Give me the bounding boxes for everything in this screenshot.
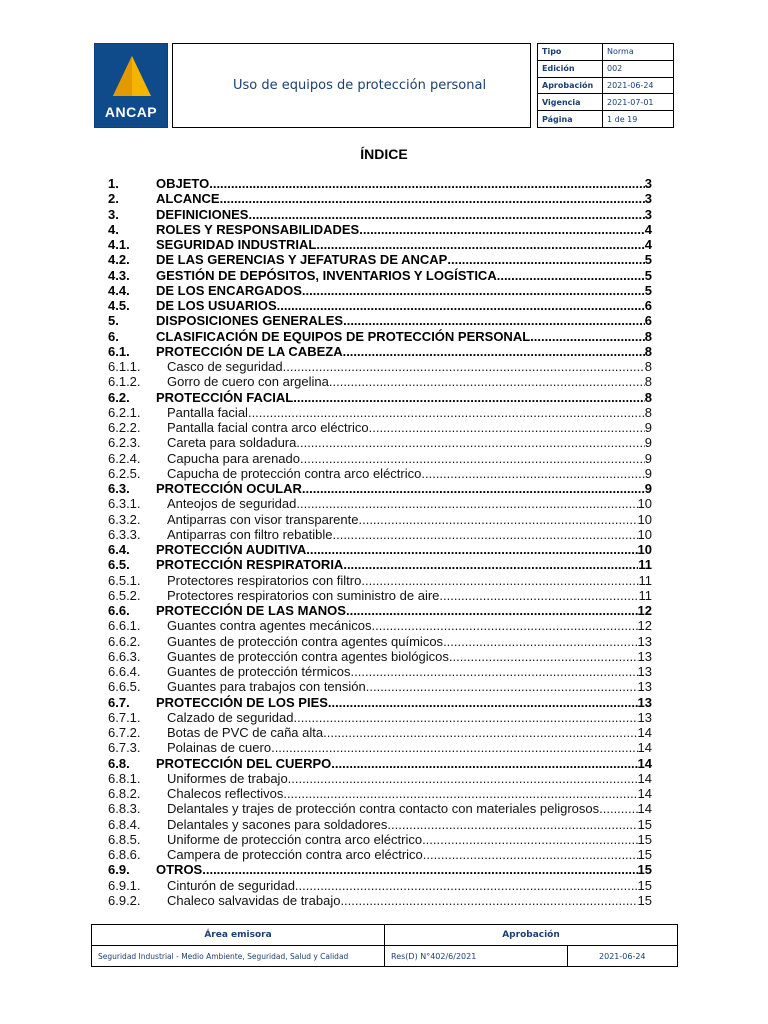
toc-entry-number: 6.6.3. xyxy=(108,648,141,664)
toc-entry[interactable] xyxy=(108,359,652,374)
toc-entry-number: 6.7.1. xyxy=(108,709,141,725)
toc-entry[interactable] xyxy=(108,405,652,420)
toc-dot-leader xyxy=(359,222,645,237)
toc-entry-label: Delantales y trajes de protección contra contacto con materiales peligrosos xyxy=(167,801,600,817)
toc-dot-leader xyxy=(369,420,645,435)
toc-entry-page: 13 xyxy=(637,694,652,710)
toc-entry[interactable] xyxy=(108,847,652,862)
toc-entry-label: Capucha de protección contra arco eléctrico xyxy=(167,465,422,481)
toc-entry-number: 6.9.2. xyxy=(108,892,141,908)
toc-dot-leader xyxy=(202,862,637,877)
toc-entry-number: 6.9. xyxy=(108,862,130,878)
toc-entry[interactable] xyxy=(108,252,652,267)
toc-entry-page: 15 xyxy=(637,862,652,878)
toc-entry-number: 6.8.5. xyxy=(108,831,141,847)
toc-entry-number: 6.6.5. xyxy=(108,679,141,695)
toc-dot-leader xyxy=(372,618,638,633)
toc-dot-leader xyxy=(497,268,645,283)
toc-entry-page: 13 xyxy=(637,664,652,679)
toc-entry-page: 9 xyxy=(644,420,652,435)
toc-entry-page: 9 xyxy=(644,435,652,451)
toc-entry-label: Campera de protección contra arco eléctrico xyxy=(167,847,423,862)
toc-dot-leader xyxy=(316,237,644,252)
toc-dot-leader xyxy=(277,298,645,313)
toc-entry[interactable] xyxy=(108,344,652,359)
toc-entry-number: 2. xyxy=(108,191,119,207)
toc-dot-leader xyxy=(358,512,637,527)
toc-entry-page: 15 xyxy=(637,847,652,862)
toc-entry-page: 15 xyxy=(637,877,652,893)
toc-entry[interactable] xyxy=(108,664,652,679)
toc-entry-page: 10 xyxy=(637,542,652,557)
toc-entry-label: Gorro de cuero con argelina xyxy=(167,374,329,390)
meta-row xyxy=(538,44,674,61)
footer-table xyxy=(91,924,678,967)
toc-entry-label: Pantalla facial contra arco eléctrico xyxy=(167,420,369,435)
document-title: Uso de equipos de protección personal xyxy=(233,78,487,93)
toc-entry-number: 6.3.1. xyxy=(108,496,141,512)
toc-dot-leader xyxy=(283,359,645,374)
toc-entry[interactable] xyxy=(108,679,652,694)
toc-entry[interactable] xyxy=(108,222,652,237)
toc-dot-leader xyxy=(295,878,638,893)
document-title-box xyxy=(172,43,531,128)
toc-entry[interactable] xyxy=(108,283,652,298)
toc-entry[interactable] xyxy=(108,878,652,893)
toc-dot-leader xyxy=(443,634,637,649)
toc-entry-number: 6.7.3. xyxy=(108,740,141,756)
toc-entry-number: 6.8. xyxy=(108,755,130,771)
toc-entry[interactable] xyxy=(108,832,652,847)
toc-entry-label: GESTIÓN DE DEPÓSITOS, INVENTARIOS Y LOGÍSTICA xyxy=(156,267,497,283)
toc-entry-number: 3. xyxy=(108,206,119,222)
toc-entry-label: Calzado de seguridad xyxy=(167,709,294,725)
toc-dot-leader xyxy=(599,801,637,816)
toc-dot-leader xyxy=(220,191,645,206)
toc-entry-page: 4 xyxy=(644,221,652,237)
toc-dot-leader xyxy=(361,573,638,588)
toc-entry-page: 3 xyxy=(644,176,652,191)
toc-entry-label: Chaleco salvavidas de trabajo xyxy=(167,892,341,908)
meta-row xyxy=(538,111,674,128)
toc-entry-label: PROTECCIÓN OCULAR xyxy=(156,481,302,496)
toc-entry[interactable] xyxy=(108,618,652,633)
toc-entry-page: 4 xyxy=(644,237,652,252)
toc-entry-label: OTROS xyxy=(156,862,203,878)
meta-key: Edición xyxy=(538,60,603,77)
toc-entry-label: Anteojos de seguridad xyxy=(167,496,297,512)
toc-entry-label: Antiparras con visor transparente xyxy=(167,511,359,527)
toc-entry-page: 6 xyxy=(644,298,652,313)
toc-dot-leader xyxy=(293,390,645,405)
toc-entry-page: 14 xyxy=(637,801,652,817)
toc-entry[interactable] xyxy=(108,725,652,740)
toc-entry-number: 6.9.1. xyxy=(108,877,141,893)
toc-entry-page: 14 xyxy=(637,770,652,786)
toc-entry-page: 13 xyxy=(637,633,652,649)
toc-dot-leader xyxy=(346,603,638,618)
toc-entry-label: Guantes de protección térmicos xyxy=(167,664,351,679)
toc-entry-page: 10 xyxy=(637,526,652,542)
toc-dot-leader xyxy=(248,207,644,222)
toc-dot-leader xyxy=(328,695,638,710)
toc-entry-label: OBJETO xyxy=(156,176,210,191)
toc-entry[interactable] xyxy=(108,176,652,191)
toc-entry-label: Careta para soldadura xyxy=(167,435,297,451)
toc-entry[interactable] xyxy=(108,573,652,588)
toc-entry-number: 6.2.5. xyxy=(108,465,141,481)
toc-entry-label: DISPOSICIONES GENERALES xyxy=(156,313,344,329)
toc-entry-page: 13 xyxy=(637,709,652,725)
toc-entry-label: DEFINICIONES xyxy=(156,206,249,222)
toc-entry-number: 4.2. xyxy=(108,252,130,268)
toc-entry-label: SEGURIDAD INDUSTRIAL xyxy=(156,237,317,252)
toc-entry[interactable] xyxy=(108,466,652,481)
toc-entry-page: 5 xyxy=(644,267,652,283)
toc-entry-page: 9 xyxy=(644,481,652,496)
toc-entry-number: 6.2. xyxy=(108,389,130,405)
toc-entry-label: Capucha para arenado xyxy=(167,450,300,466)
toc-entry[interactable] xyxy=(108,268,652,283)
toc-dot-leader xyxy=(302,481,645,496)
toc-dot-leader xyxy=(423,847,638,862)
toc-entry-label: PROTECCIÓN FACIAL xyxy=(156,389,294,405)
toc-entry-label: DE LOS USUARIOS xyxy=(156,298,277,313)
toc-entry-number: 6.6.2. xyxy=(108,633,141,649)
toc-entry-page: 8 xyxy=(644,374,652,390)
toc-entry-page: 8 xyxy=(644,404,652,420)
toc-entry-label: Antiparras con filtro rebatible xyxy=(167,526,333,542)
toc-dot-leader xyxy=(329,374,645,389)
toc-entry-page: 13 xyxy=(637,679,652,695)
toc-entry-page: 5 xyxy=(644,282,652,298)
toc-entry[interactable] xyxy=(108,740,652,755)
toc-entry-label: DE LOS ENCARGADOS xyxy=(156,282,302,298)
toc-entry-label: Protectores respiratorios con filtro xyxy=(167,572,362,588)
toc-entry-number: 6.3.3. xyxy=(108,526,141,542)
meta-value: 2021-07-01 xyxy=(603,94,674,111)
toc-entry-label: Chalecos reflectivos xyxy=(167,786,284,801)
meta-value: 002 xyxy=(603,60,674,77)
toc-entry[interactable] xyxy=(108,496,652,511)
toc-dot-leader xyxy=(343,344,645,359)
toc-entry-label: Uniformes de trabajo xyxy=(167,770,288,786)
toc-dot-leader xyxy=(248,405,645,420)
meta-key: Vigencia xyxy=(538,94,603,111)
toc-dot-leader xyxy=(331,756,637,771)
toc-entry-number: 6.8.6. xyxy=(108,847,141,862)
toc-entry-number: 6.2.1. xyxy=(108,404,141,420)
toc-dot-leader xyxy=(296,435,644,450)
toc-entry-label: Casco de seguridad xyxy=(167,359,283,374)
toc-entry-number: 6.3.2. xyxy=(108,511,141,527)
toc-entry[interactable] xyxy=(108,695,652,710)
toc-entry-number: 6.5. xyxy=(108,557,130,573)
toc-entry-number: 6.1.1. xyxy=(108,359,141,374)
toc-entry-label: PROTECCIÓN DE LAS MANOS xyxy=(156,603,346,618)
toc-entry[interactable] xyxy=(108,237,652,252)
toc-entry-number: 6.6.1. xyxy=(108,618,141,634)
meta-value: Norma xyxy=(603,44,674,61)
toc-entry-page: 11 xyxy=(638,572,652,588)
footer-resolution: Res(D) N°402/6/2021 xyxy=(385,946,568,967)
toc-entry-number: 1. xyxy=(108,176,119,191)
toc-dot-leader xyxy=(306,542,637,557)
meta-value: 1 de 19 xyxy=(603,111,674,128)
meta-row xyxy=(538,60,674,77)
toc-entry-page: 15 xyxy=(637,892,652,908)
toc-entry-page: 14 xyxy=(637,755,652,771)
toc-entry-label: DE LAS GERENCIAS Y JEFATURAS DE ANCAP xyxy=(156,252,448,268)
toc-entry-label: Guantes contra agentes mecánicos xyxy=(167,618,372,634)
toc-entry-page: 10 xyxy=(637,511,652,527)
toc-entry-number: 6.6.4. xyxy=(108,664,141,679)
toc-entry-page: 12 xyxy=(637,618,652,634)
toc-entry[interactable] xyxy=(108,817,652,832)
toc-dot-leader xyxy=(296,496,637,511)
toc-entry-page: 14 xyxy=(637,786,652,801)
toc-dot-leader xyxy=(343,313,645,328)
toc-entry-page: 10 xyxy=(637,496,652,512)
meta-key: Página xyxy=(538,111,603,128)
toc-entry[interactable] xyxy=(108,420,652,435)
toc-dot-leader xyxy=(366,679,638,694)
toc-entry-page: 13 xyxy=(637,648,652,664)
toc-entry-label: Uniforme de protección contra arco eléctrico xyxy=(167,831,423,847)
toc-entry-page: 14 xyxy=(637,725,652,740)
toc-entry-number: 5. xyxy=(108,313,119,329)
footer-approval-header: Aprobación xyxy=(385,925,678,946)
meta-value: 2021-06-24 xyxy=(603,77,674,94)
toc-dot-leader xyxy=(271,740,637,755)
table-of-contents xyxy=(108,176,652,908)
toc-entry-page: 5 xyxy=(644,252,652,268)
toc-entry[interactable] xyxy=(108,542,652,557)
toc-entry-number: 6.2.4. xyxy=(108,450,141,466)
toc-entry-number: 4. xyxy=(108,221,119,237)
toc-entry-number: 6.7.2. xyxy=(108,725,141,740)
toc-dot-leader xyxy=(343,557,638,572)
toc-entry-page: 8 xyxy=(644,389,652,405)
toc-entry-number: 4.4. xyxy=(108,282,130,298)
toc-entry[interactable] xyxy=(108,329,652,344)
toc-entry-label: Polainas de cuero xyxy=(167,740,272,756)
meta-row xyxy=(538,77,674,94)
ancap-triangle-icon xyxy=(111,54,153,98)
document-meta-table xyxy=(537,43,674,128)
toc-dot-leader xyxy=(302,283,645,298)
toc-entry-number: 6.8.2. xyxy=(108,786,141,801)
index-heading: ÍNDICE xyxy=(360,146,408,162)
toc-entry-number: 6.1.2. xyxy=(108,374,141,390)
toc-entry[interactable] xyxy=(108,207,652,222)
meta-key: Tipo xyxy=(538,44,603,61)
toc-entry-number: 6.5.1. xyxy=(108,572,141,588)
toc-entry[interactable] xyxy=(108,481,652,496)
toc-entry-label: PROTECCIÓN DEL CUERPO xyxy=(156,755,332,771)
toc-entry[interactable] xyxy=(108,649,652,664)
toc-entry[interactable] xyxy=(108,801,652,816)
toc-entry-page: 12 xyxy=(637,603,652,618)
toc-entry[interactable] xyxy=(108,588,652,603)
toc-entry-label: PROTECCIÓN DE LA CABEZA xyxy=(156,343,343,359)
toc-entry-number: 6.2.2. xyxy=(108,420,141,435)
toc-dot-leader xyxy=(323,725,637,740)
ancap-logo xyxy=(94,43,168,128)
footer-area-value: Seguridad Industrial - Medio Ambiente, Seguridad, Salud y Calidad xyxy=(92,946,385,967)
toc-entry-page: 14 xyxy=(637,740,652,756)
toc-entry-label: Pantalla facial xyxy=(167,404,248,420)
toc-entry[interactable] xyxy=(108,390,652,405)
toc-entry-number: 6.5.2. xyxy=(108,587,141,603)
toc-entry[interactable] xyxy=(108,862,652,877)
footer-area-header: Área emisora xyxy=(92,925,385,946)
toc-entry-page: 8 xyxy=(644,328,652,344)
toc-entry[interactable] xyxy=(108,527,652,542)
toc-entry-number: 6.3. xyxy=(108,481,130,496)
toc-entry-label: Delantales y sacones para soldadores xyxy=(167,816,388,832)
toc-entry-label: Guantes para trabajos con tensión xyxy=(167,679,366,695)
toc-entry-label: Guantes de protección contra agentes químicos xyxy=(167,633,444,649)
toc-entry-label: PROTECCIÓN RESPIRATORIA xyxy=(156,557,344,573)
toc-dot-leader xyxy=(283,786,637,801)
toc-entry-number: 6.8.3. xyxy=(108,801,141,817)
toc-entry-number: 6.2.3. xyxy=(108,435,141,451)
toc-entry-number: 6.8.1. xyxy=(108,770,141,786)
toc-entry-label: PROTECCIÓN AUDITIVA xyxy=(156,542,307,557)
meta-row xyxy=(538,94,674,111)
toc-entry-label: ALCANCE xyxy=(156,191,220,207)
toc-entry-label: PROTECCIÓN DE LOS PIES xyxy=(156,694,328,710)
toc-entry-number: 6. xyxy=(108,328,119,344)
toc-entry[interactable] xyxy=(108,191,652,206)
toc-dot-leader xyxy=(530,329,645,344)
toc-entry-number: 6.1. xyxy=(108,343,130,359)
toc-dot-leader xyxy=(293,710,637,725)
toc-entry-page: 8 xyxy=(644,359,652,374)
toc-entry-number: 6.4. xyxy=(108,542,130,557)
toc-dot-leader xyxy=(300,451,645,466)
toc-dot-leader xyxy=(351,664,638,679)
toc-entry[interactable] xyxy=(108,313,652,328)
toc-dot-leader xyxy=(288,771,638,786)
toc-entry-label: CLASIFICACIÓN DE EQUIPOS DE PROTECCIÓN PERSONAL xyxy=(156,328,531,344)
toc-entry-label: Botas de PVC de caña alta xyxy=(167,725,324,740)
toc-dot-leader xyxy=(332,527,637,542)
toc-entry-page: 11 xyxy=(638,557,652,573)
toc-dot-leader xyxy=(449,649,638,664)
toc-entry[interactable] xyxy=(108,756,652,771)
toc-dot-leader xyxy=(422,832,637,847)
toc-entry[interactable] xyxy=(108,634,652,649)
toc-entry-number: 6.7. xyxy=(108,694,130,710)
toc-entry-page: 9 xyxy=(644,465,652,481)
toc-entry-label: Guantes de protección contra agentes biológicos xyxy=(167,648,449,664)
toc-entry-number: 4.3. xyxy=(108,267,130,283)
toc-entry[interactable] xyxy=(108,893,652,908)
toc-entry-number: 6.8.4. xyxy=(108,816,141,832)
toc-entry-page: 15 xyxy=(637,816,652,832)
toc-entry-page: 3 xyxy=(644,191,652,207)
toc-entry[interactable] xyxy=(108,557,652,572)
toc-dot-leader xyxy=(447,252,644,267)
meta-key: Aprobación xyxy=(538,77,603,94)
toc-entry[interactable] xyxy=(108,603,652,618)
toc-entry-page: 6 xyxy=(644,313,652,329)
toc-entry[interactable] xyxy=(108,512,652,527)
toc-dot-leader xyxy=(439,588,638,603)
toc-entry-number: 4.5. xyxy=(108,298,130,313)
toc-entry[interactable] xyxy=(108,771,652,786)
toc-entry-label: ROLES Y RESPONSABILIDADES xyxy=(156,221,360,237)
toc-entry-page: 11 xyxy=(638,587,652,603)
toc-entry[interactable] xyxy=(108,786,652,801)
toc-entry-number: 6.6. xyxy=(108,603,130,618)
toc-entry-page: 3 xyxy=(644,206,652,222)
toc-entry-label: Cinturón de seguridad xyxy=(167,877,295,893)
toc-entry-number: 4.1. xyxy=(108,237,130,252)
toc-dot-leader xyxy=(387,817,637,832)
toc-entry-page: 9 xyxy=(644,450,652,466)
toc-dot-leader xyxy=(340,893,637,908)
toc-entry[interactable] xyxy=(108,298,652,313)
toc-entry[interactable] xyxy=(108,710,652,725)
toc-entry[interactable] xyxy=(108,435,652,450)
footer-date: 2021-06-24 xyxy=(567,946,677,967)
toc-dot-leader xyxy=(421,466,644,481)
toc-dot-leader xyxy=(209,176,645,191)
toc-entry[interactable] xyxy=(108,374,652,389)
logo-text: ANCAP xyxy=(104,104,158,120)
toc-entry-page: 8 xyxy=(644,343,652,359)
toc-entry-label: Protectores respiratorios con suministro de aire xyxy=(167,587,440,603)
toc-entry-page: 15 xyxy=(637,831,652,847)
toc-entry[interactable] xyxy=(108,451,652,466)
